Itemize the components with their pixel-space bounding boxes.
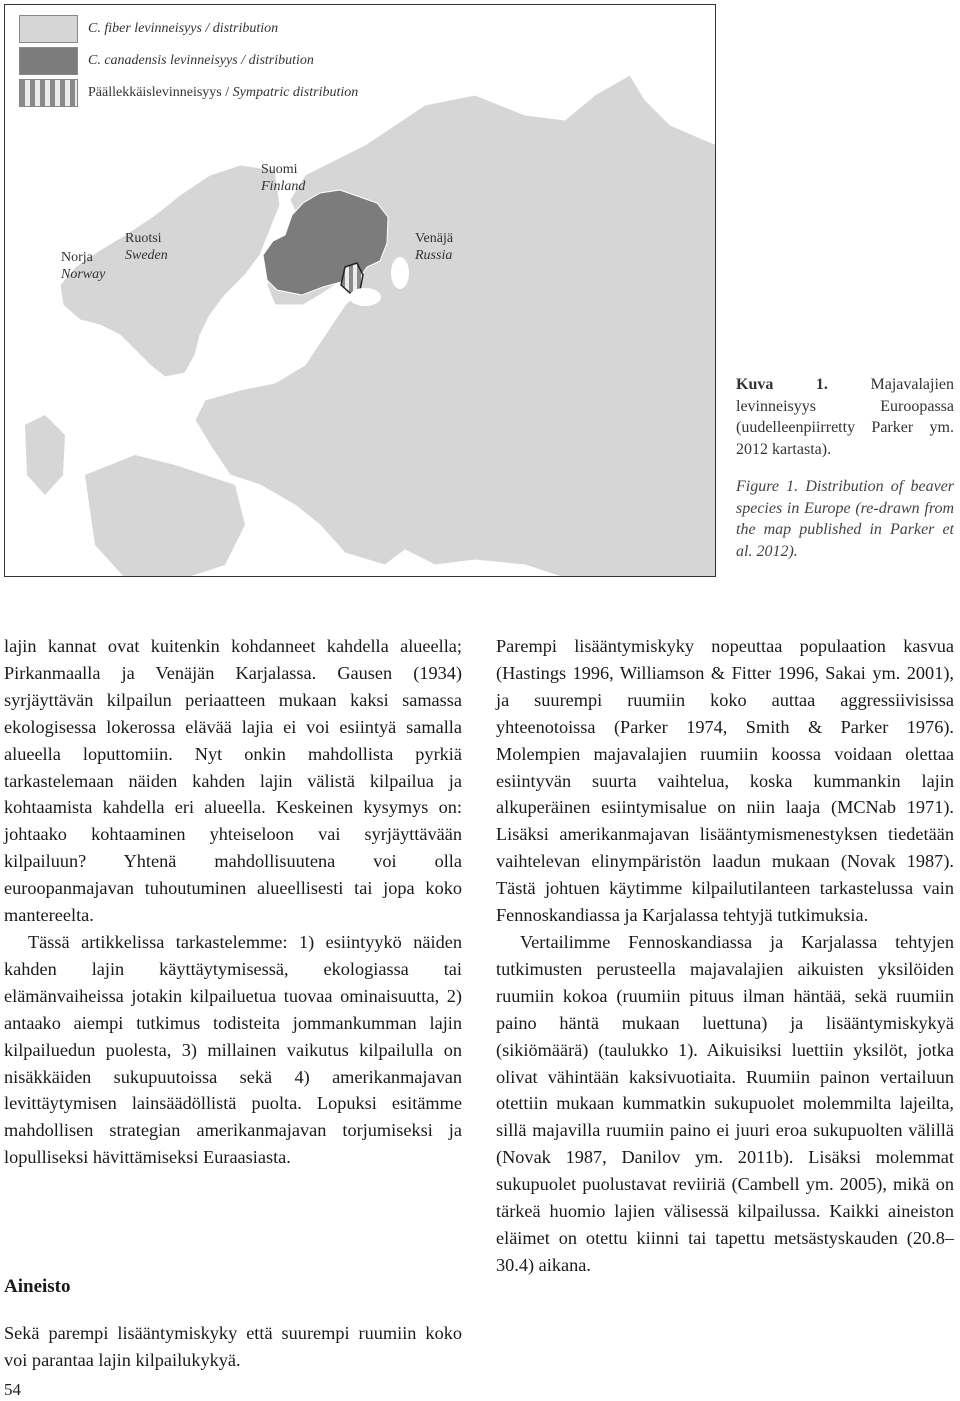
map-western-europe (85, 455, 245, 577)
right-column (496, 633, 954, 1279)
legend-label-sympatric-en: Sympatric distribution (232, 85, 359, 100)
figure-map (4, 4, 716, 577)
map-legend (19, 13, 358, 109)
caption-fi-label: Kuva 1. (736, 376, 828, 393)
fiber-range-swatch (19, 15, 78, 43)
country-label-sweden (125, 230, 168, 264)
map-sympatric-range (341, 263, 363, 293)
left-paragraph-1: lajin kannat ovat kuitenkin kohdanneet kahdella alueella; Pirkanmaalla ja Venäjän Karjalassa. Gausen (1934) syrjäyttävän kilpailun periaatteen mukaan kaksi samassa ekologisessa lokerossa elävää lajia ei voi esiintyä samalla alueella loputtomiin. Nyt onkin mahdollista pyrkiä tarkastelemaan näiden kahden lajin välistä kilpailua ja kohtaamista kahdella eri alueella. Keskeinen kysymys on: johtaako kohtaaminen yhteiseloon vai syrjäyttävään kilpailuun? Yhtenä mahdollisuutena voi olla euroopanmajavan tuhoutuminen alueellisesti tai jopa koko mantereelta. (4, 636, 462, 926)
legend-label-canadensis: C. canadensis levinneisyys / distribution (88, 53, 314, 68)
legend-label-fiber: C. fiber levinneisyys / distribution (88, 21, 279, 36)
section-heading: Aineisto (4, 1276, 71, 1297)
left-column (4, 633, 462, 1171)
country-en-norway: Norway (61, 267, 106, 282)
caption-fi-text: Majavalajien levinneisyys Euroopassa (uudelleenpiirretty Parker ym. 2012 kartasta). (736, 376, 955, 458)
map-mainland-russia (195, 75, 716, 577)
left-paragraph-2: Tässä artikkelissa tarkastelemme: 1) esiintyykö näiden kahden lajin käyttäytymisessä, ekologiassa tai elämänvaiheissa jotakin kilpailuetua tuovaa ominaisuutta, 2) antaako aiempi tutkimus todisteita jommankumman lajin kilpailuedun puolesta, 3) millainen vaikutus kilpailulla on nisäkkäiden sukupuutoissa sekä 4) amerikanmajavan levittäytymisen lainsäädöllistä puolta. Lopuksi esitämme mahdollisen strategian amerikanmajavan torjumiseksi ja lopulliseksi hävittämiseksi Euraasiasta. (4, 931, 462, 1168)
country-en-russia: Russia (415, 248, 453, 263)
page-number: 54 (4, 1380, 21, 1399)
figure-caption (736, 374, 954, 562)
country-en-sweden: Sweden (125, 248, 168, 263)
lake-ladoga (349, 288, 381, 306)
country-fi-norway: Norja (61, 250, 93, 265)
country-fi-russia: Venäjä (415, 231, 454, 246)
country-label-russia (415, 230, 453, 264)
sympatric-range-swatch (19, 79, 78, 107)
legend-item-sympatric (19, 77, 358, 109)
legend-item-fiber (19, 13, 358, 45)
country-en-finland: Finland (261, 179, 306, 194)
canadensis-range-swatch (19, 47, 78, 75)
country-label-finland (261, 161, 305, 195)
right-paragraph-2: Vertailimme Fennoskandiassa ja Karjalassa tehtyjen tutkimusten perusteella majavalajien aikuisten yksilöiden ruumiin kokoa (ruumiin pituus ilman häntää, sekä ruumiin paino häntä mukaan luettuna) ja lisääntymiskykyä (sikiömäärä) (taulukko 1). Aikuisiksi luettiin yksilöt, jotka olivat vähintään kaksivuotiaita. Ruumiin painon vertailuun otettiin mukaan kummatkin sukupuolet molemmilta lajeilta, sillä majavilla ruumiin paino ei juuri eroa sukupuolten välillä (Novak 1987, Danilov ym. 2011b). Lisäksi molemmat sukupuolet puolustavat reviiriä (Cambell ym. 2005), mikä on tärkeä huomio lajien välisessä kilpailussa. Kaikki aineiston eläimet on otettu kiinni tai tapettu metsästyskauden (20.8–30.4) aikana. (496, 931, 954, 1275)
legend-label-sympatric-fi: Päällekkäislevinneisyys / (88, 85, 230, 100)
country-fi-sweden: Ruotsi (125, 231, 162, 246)
map-british-isles (25, 415, 65, 495)
caption-fi (736, 374, 954, 460)
legend-item-canadensis (19, 45, 358, 77)
left-paragraph-3: Sekä parempi lisääntymiskyky että suurempi ruumiin koko voi parantaa lajin kilpailukykyä. (4, 1323, 462, 1370)
right-paragraph-1: Parempi lisääntymiskyky nopeuttaa populaation kasvua (Hastings 1996, Williamson & Fitter 1996, Sakai ym. 2001), ja suurempi ruumiin koko auttaa aggressiivisissa yhteenotoissa (Parker 1974, Smith & Parker 1976). Molempien majavalajien ruumiin koossa voidaan olettaa esiintyvän suurta vaihtelua, koska kummankin lajin alkuperäinen esiintymisalue on niin laaja (MCNab 1971). Lisäksi amerikanmajavan lisääntymismenestyksen tiedetään vaihtelevan elinympäristön laadun mukaan (Novak 1987). Tästä johtuen käytimme kilpailutilanteen tarkastelussa vain Fennoskandiassa ja Karjalassa tehtyjä tutkimuksia. (496, 636, 954, 926)
lake-onega (391, 257, 409, 289)
legend-label-sympatric (88, 85, 358, 101)
country-label-norway (61, 249, 105, 283)
caption-en: Figure 1. Distribution of beaver species in Europe (re-drawn from the map published in Parker et al. 2012). (736, 478, 954, 560)
country-fi-finland: Suomi (261, 162, 298, 177)
